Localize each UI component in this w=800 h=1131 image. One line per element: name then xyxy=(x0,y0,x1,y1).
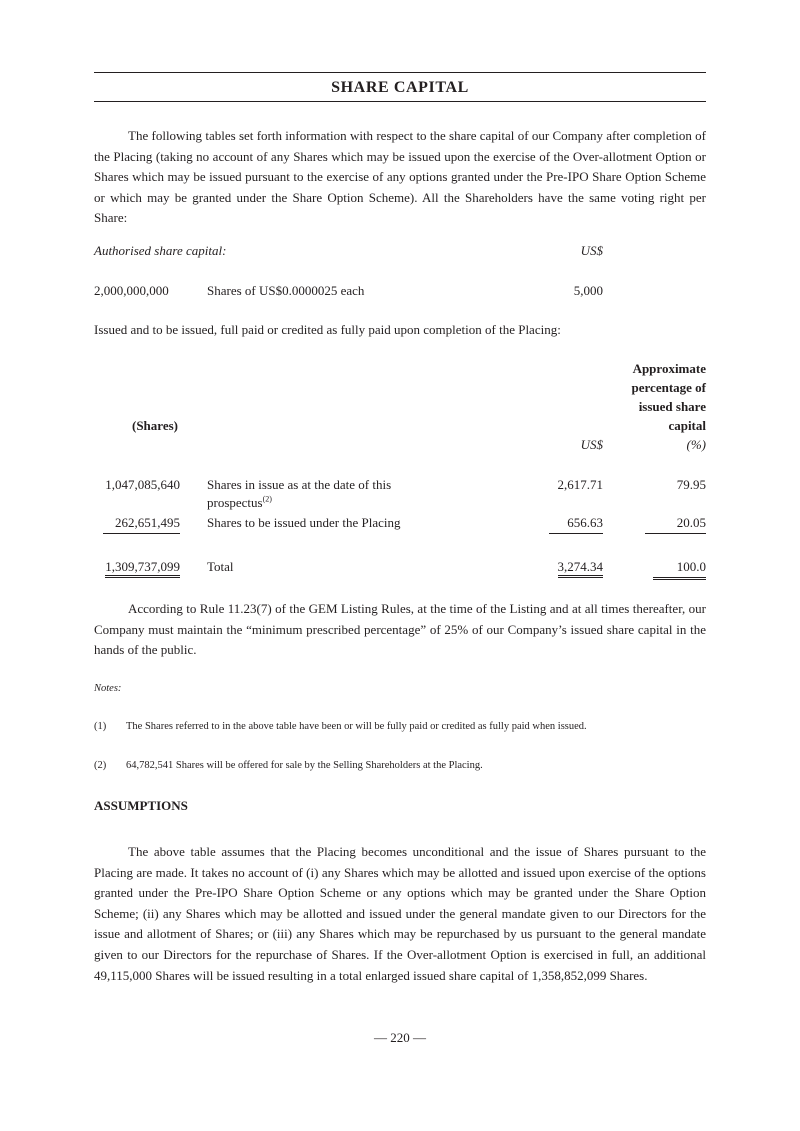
row2-description: Shares to be issued under the Placing xyxy=(207,515,401,530)
row1-description-line1: Shares in issue as at the date of this xyxy=(207,477,392,492)
row2-percentage: 20.05 xyxy=(634,514,706,534)
row2-amount: 656.63 xyxy=(534,514,603,534)
header-bottom-rule xyxy=(94,101,706,102)
authorised-description: Shares of US$0.0000025 each xyxy=(207,283,365,298)
row1-shares: 1,047,085,640 xyxy=(105,477,180,492)
row1-amount: 2,617.71 xyxy=(557,477,603,492)
page-title: SHARE CAPITAL xyxy=(331,79,469,96)
note-2-number: (2) xyxy=(94,760,107,771)
note-2-text: 64,782,541 Shares will be offered for sale by the Selling Shareholders at the Placing. xyxy=(126,760,483,771)
note-1-text: The Shares referred to in the above table have been or will be fully paid or credited as fully paid when issued. xyxy=(126,721,587,732)
percentage-header-line2: percentage of xyxy=(631,380,706,395)
note-1-number: (1) xyxy=(94,721,107,732)
authorised-amount: 5,000 xyxy=(573,283,603,298)
row1-note-ref: (2) xyxy=(262,494,272,504)
percentage-header-line4: capital xyxy=(668,418,706,433)
authorised-label: Authorised share capital: xyxy=(94,243,227,258)
row1-percentage: 79.95 xyxy=(676,477,706,492)
percentage-header-line3: issued share xyxy=(638,399,706,414)
total-percentage: 100.0 xyxy=(634,558,706,580)
authorised-shares: 2,000,000,000 xyxy=(94,283,169,298)
note-2 xyxy=(94,759,483,773)
intro-paragraph: The following tables set forth information with respect to the share capital of our Company after completion of the Placing (taking no account of any Shares which may be issued upon the exercise of the Over-allotment Option or Shares which may be issued pursuant to the exercise of any options granted under the Pre-IPO Share Option Scheme or which may be granted under the Share Option Scheme). All the Shareholders have the same voting right per Share: xyxy=(94,128,706,226)
page-number: — 220 — xyxy=(374,1030,426,1045)
assumptions-heading: ASSUMPTIONS xyxy=(94,798,188,813)
notes-label: Notes: xyxy=(94,683,122,694)
row1-description-line2: prospectus$^{(2)}$ xyxy=(207,494,272,510)
total-label: Total xyxy=(207,559,234,574)
amount-unit: US$ xyxy=(580,437,603,452)
percentage-header-line1: Approximate xyxy=(632,361,706,376)
assumptions-paragraph: The above table assumes that the Placing becomes unconditional and the issue of Shares pursuant to the Placing are made. It takes no account of (i) any Shares which may be allotted and issued upon exercise of the options granted under the Pre-IPO Share Option Scheme or any options which may be granted under the Share Option Scheme; (ii) any Shares which may be allotted and issued under the general mandate given to our Directors for the issue and allotment of Shares; or (iii) any Shares which may be repurchased by us pursuant to the general mandate given to our Directors for the repurchase of Shares. If the Over-allotment Option is exercised in full, an additional 49,115,000 Shares will be issued resulting in a total enlarged issued share capital of 1,358,852,099 Shares. xyxy=(94,844,706,983)
total-amount: 3,274.34 xyxy=(534,558,603,576)
note-1 xyxy=(94,720,587,734)
percentage-unit: (%) xyxy=(686,437,706,452)
total-shares: 1,309,737,099 xyxy=(94,558,180,576)
rule-paragraph: According to Rule 11.23(7) of the GEM Listing Rules, at the time of the Listing and at all times thereafter, our Company must maintain the “minimum prescribed percentage” of 25% of our Company’s issued share capital in the hands of the public. xyxy=(94,601,706,658)
shares-column-header: (Shares) xyxy=(132,418,178,433)
row2-shares: 262,651,495 xyxy=(94,514,180,534)
authorised-currency: US$ xyxy=(580,243,603,258)
issued-intro: Issued and to be issued, full paid or credited as fully paid upon completion of the Placing: xyxy=(94,322,561,337)
header-top-rule xyxy=(94,72,706,73)
